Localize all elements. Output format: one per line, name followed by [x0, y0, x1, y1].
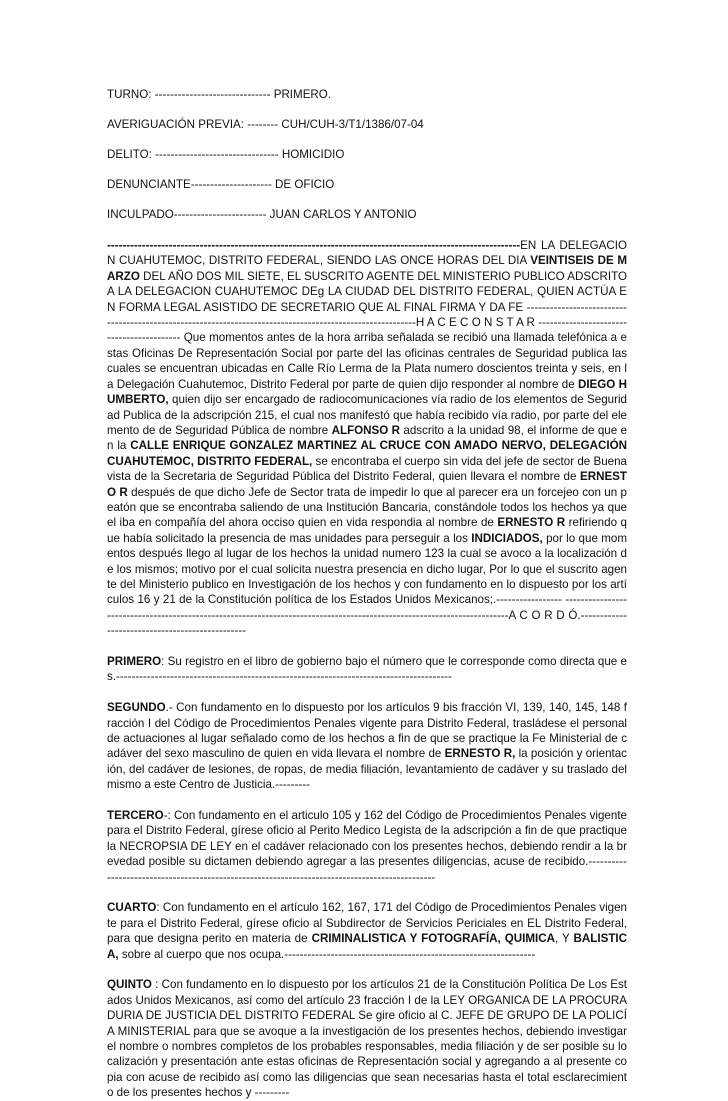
tercero-paragraph: TERCERO-: Con fundamento en el articulo 105 y 162 del Código de Procedimientos Penales vigente para el Distrito Federal, gírese oficio al Perito Medico Legista de la adscripción a fin de que practique la NECROPSIA DE LEY en el cadáver relacionado con los presentes hechos, debiendo rendir a la brevedad posible su dictamen debiendo agregar a las presentes diligencias, acuse de recibido.----------------------------------------------------------------------------------------------- — [107, 809, 627, 884]
quinto-paragraph: QUINTO : Con fundamento en lo dispuesto por los artículos 21 de la Constitución Política De Los Estados Unidos Mexicanos, así como del artículo 23 fracción I de la LEY ORGANICA DE LA PROCURADURIA DE JUSTICIA DEL DISTRITO FEDERAL Se gire oficio al C. JEFE DE GRUPO DE LA POLICÍA MINISTERIAL para que se avoque a la investigación de los presentes hechos, debiendo investigar el nombre o nombres completos de los probables responsables, media filiación y de ser posible su localización y presentación ante estas oficinas de Representación social y agregando a al presente copia con acuse de recibido así como las diligencias que sean necesarias hasta el total esclarecimiento de los presentes hechos y --------- — [107, 978, 627, 1100]
segundo-label: SEGUNDO — [107, 701, 166, 715]
turno-field: TURNO: ------------------------------ PRIMERO. — [107, 88, 332, 101]
indiciados-text: INDICIADOS, — [471, 531, 543, 545]
name-alfonso-r: ALFONSO R — [331, 423, 401, 437]
hacen-constar-heading: H A C E C O N S T A R — [415, 316, 535, 330]
segundo-paragraph: SEGUNDO.- Con fundamento en lo dispuesto por los artículos 9 bis fracción VI, 139, 140, 145, 148 fracción I del Código de Procedimientos Penales vigente para Distrito Federal, trasládese el personal de actuaciones al lugar señalado como de los hechos a fin de que se practique la Fe Ministerial de cadáver del sexo masculino de quien en vida llevara el nombre de ERNESTO R, la posición y orientación, del cadáver de lesiones, de ropas, de media filiación, levantamiento de cadáver y su traslado del mismo a este Centro de Justicia.--------- — [107, 701, 627, 792]
date-text: VEINTISEIS DE MARZO — [107, 254, 627, 283]
acordo-heading: A C O R D Ó — [508, 608, 578, 622]
averiguacion-field: AVERIGUACIÓN PREVIA: -------- CUH/CUH-3/T1/1386/07-04 — [107, 117, 424, 131]
intro-dash-lead: ----------------------------------------------------------------------------------------------------------- — [107, 239, 521, 253]
cuarto-paragraph: CUARTO: Con fundamento en el artículo 162, 167, 171 del Código de Procedimientos Penales vigente para el Distrito Federal, gírese oficio al Subdirector de Servicios Periciales en EL Distrito Federal, para que designa perito en materia de CRIMINALISTICA Y FOTOGRAFÍA, QUIMICA, Y BALISTICA, sobre al cuerpo que nos ocupa.----------------------------------------------------------------- — [107, 901, 628, 961]
location-text: CALLE ENRIQUE GONZALEZ MARTINEZ AL CRUCE CON AMADO NERVO, DELEGACIÓN CUAHUTEMOC, DISTRITO FEDERAL, — [107, 439, 628, 468]
name-ernesto-r-2: ERNESTO R — [497, 516, 566, 530]
intro-paragraph: -----------------------------------------------------------------------------------------------------------EN LA DELEGACION CUAHUTEMOC, DISTRITO FEDERAL, SIENDO LAS ONCE HORAS DEL DIA VEINTISEIS DE MARZO DEL AÑO DOS MIL SIETE, EL SUSCRITO AGENTE DEL MINISTERIO PUBLICO ADSCRITO A LA DELEGACION CUAHUTEMOC DEg LA CIUDAD DEL DISTRITO FEDERAL, QUIEN ACTÚA EN FORMA LEGAL ASISTIDO DE SECRETARIO QUE AL FINAL FIRMA Y DA FE ----------------------------------------------------------------------------------------------------------H A C E C O N S T A R ------------------------------------------ Que momentos antes de la hora arriba señalada se recibió una llamada telefónica a estas Oficinas De Representación Social por parte del las oficinas centrales de Seguridad publica las cuales se encuentran ubicadas en Calle Río Lerma de la Plata numero doscientos treinta y seis, en la Delegación Cuahutemoc, Distrito Federal por parte de quien dijo responder al nombre de DIEGO HUMBERTO, quien dijo ser encargado de radiocomunicaciones vía radio de los elementos de Seguridad Publica de la adscripción 215, el cual nos manifestó que había recibido vía radio, por parte del elemento de de Seguridad Pública de nombre ALFONSO R adscrito a la unidad 98, el informe de que en la CALLE ENRIQUE GONZALEZ MARTINEZ AL CRUCE CON AMADO NERVO, DELEGACIÓN CUAHUTEMOC, DISTRITO FEDERAL, se encontraba el cuerpo sin vida del jefe de sector de Buenavista de la Secretaria de Seguridad Pública del Distrito Federal, quien llevara el nombre de ERNESTO R después de que dicho Jefe de Sector trata de impedir lo que al parecer era un forcejeo con un peatón que se encontraba saliendo de una Institución Bancaria, constándole todos los hechos ya que el iba en compañía del ahora occiso quien en vida respondia al nombre de ERNESTO R refiriendo que había solicitado la presencia de mas unidades para perseguir a los INDICIADOS, por lo que momentos después llego al lugar de los hechos la unidad numero 123 la cual se avoco a la localización de los mismos; motivo por el cual solicita nuestra presencia en dicho lugar, Por lo que el suscrito agente del Ministerio publico en Investigación de los hechos y con fundamento en lo dispuesto por los artículos 16 y 21 de la Constitución política de los Estados Unidos Mexicanos;.----------------- ------------------------------------------------------------------------------------------------------------------------A C O R D Ó.------------------------------------------------ — [107, 239, 628, 638]
document-page — [107, 87, 627, 1101]
cuarto-label: CUARTO — [107, 901, 157, 915]
primero-label: PRIMERO — [107, 654, 162, 668]
tercero-label: TERCERO — [107, 809, 164, 823]
inculpado-field: INCULPADO------------------------ JUAN CARLOS Y ANTONIO — [107, 207, 417, 221]
name-ernesto-r: ERNESTO R — [107, 470, 627, 499]
primero-paragraph: PRIMERO: Su registro en el libro de gobierno bajo el número que le corresponde como directa que es.--------------------------------------------------------------------------------------- — [107, 654, 627, 684]
quinto-label: QUINTO — [107, 978, 152, 992]
name-diego-humberto: DIEGO HUMBERTO, — [107, 377, 627, 407]
denunciante-field: DENUNCIANTE--------------------- DE OFICIO — [107, 177, 335, 191]
delito-field: DELITO: -------------------------------- HOMICIDIO — [107, 147, 345, 161]
